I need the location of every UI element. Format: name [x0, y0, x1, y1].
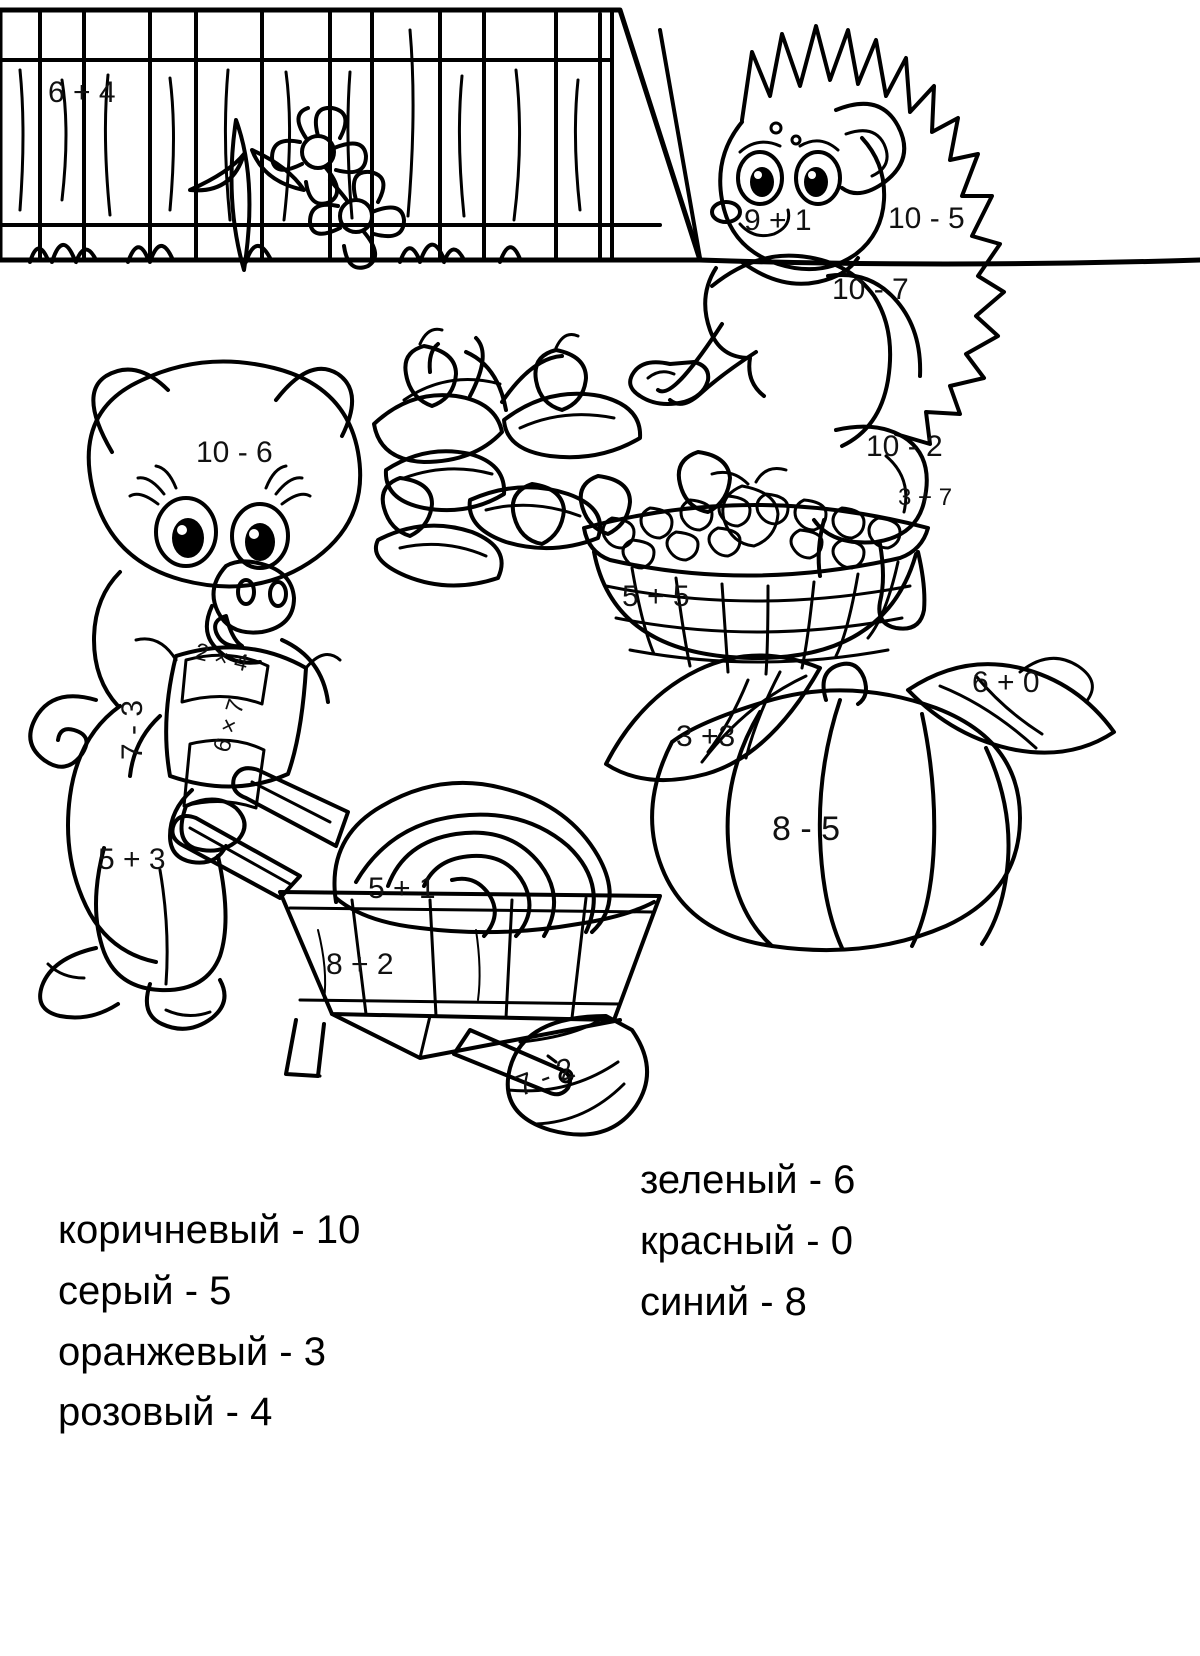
color-legend	[0, 1158, 1200, 1656]
equation-pig-chest: 2 × 4	[191, 638, 251, 678]
legend-item-pink: розовый - 4	[58, 1390, 273, 1435]
legend-item-red: красный - 0	[640, 1218, 853, 1263]
strawberry-basket	[584, 469, 928, 675]
equation-pig-pocket: 6 × 7	[208, 695, 251, 756]
hedgehog	[630, 26, 1004, 629]
equation-cabbage: 5 + 1	[368, 872, 436, 905]
equation-hedgehog-leg: 3 + 7	[898, 484, 953, 511]
fence-background	[0, 10, 1200, 264]
legend-item-brown: коричневый - 10	[58, 1208, 361, 1252]
legend-item-blue: синий - 8	[640, 1279, 807, 1324]
legend-item-orange: оранжевый - 3	[58, 1329, 326, 1374]
strawberry-plant	[374, 329, 730, 585]
equation-pig-ear: 10 - 6	[196, 436, 273, 469]
cabbage	[334, 783, 654, 936]
legend-column-left	[58, 1200, 360, 1443]
legend-item-gray: серый - 5	[58, 1268, 232, 1313]
legend-item-green: зеленый - 6	[640, 1158, 856, 1202]
equation-pig-trousers: 5 + 3	[98, 843, 166, 876]
equation-pumpkin: 8 - 5	[772, 810, 841, 848]
equation-pig-arm: 7 - 3	[116, 699, 149, 760]
equation-hedgehog-shorts: 10 - 2	[866, 430, 943, 463]
equation-hedgehog-spines: 10 - 5	[888, 202, 965, 235]
legend-column-right	[640, 1150, 855, 1332]
equation-pumpkin-leaf: 3 +3	[676, 720, 736, 753]
equation-basket: 5 + 5	[622, 580, 690, 613]
equation-hedgehog-face: 9 + 1	[744, 204, 812, 237]
equation-hedgehog-shirt: 10 - 7	[832, 273, 909, 306]
equation-wheelbarrow: 8 + 2	[326, 948, 394, 981]
pumpkin	[606, 655, 1114, 950]
equation-wheel: 7 - 2	[511, 1051, 580, 1104]
equation-fence: 6 + 4	[48, 76, 116, 109]
equation-pumpkin-leaf-right: 6 + 0	[972, 666, 1040, 699]
